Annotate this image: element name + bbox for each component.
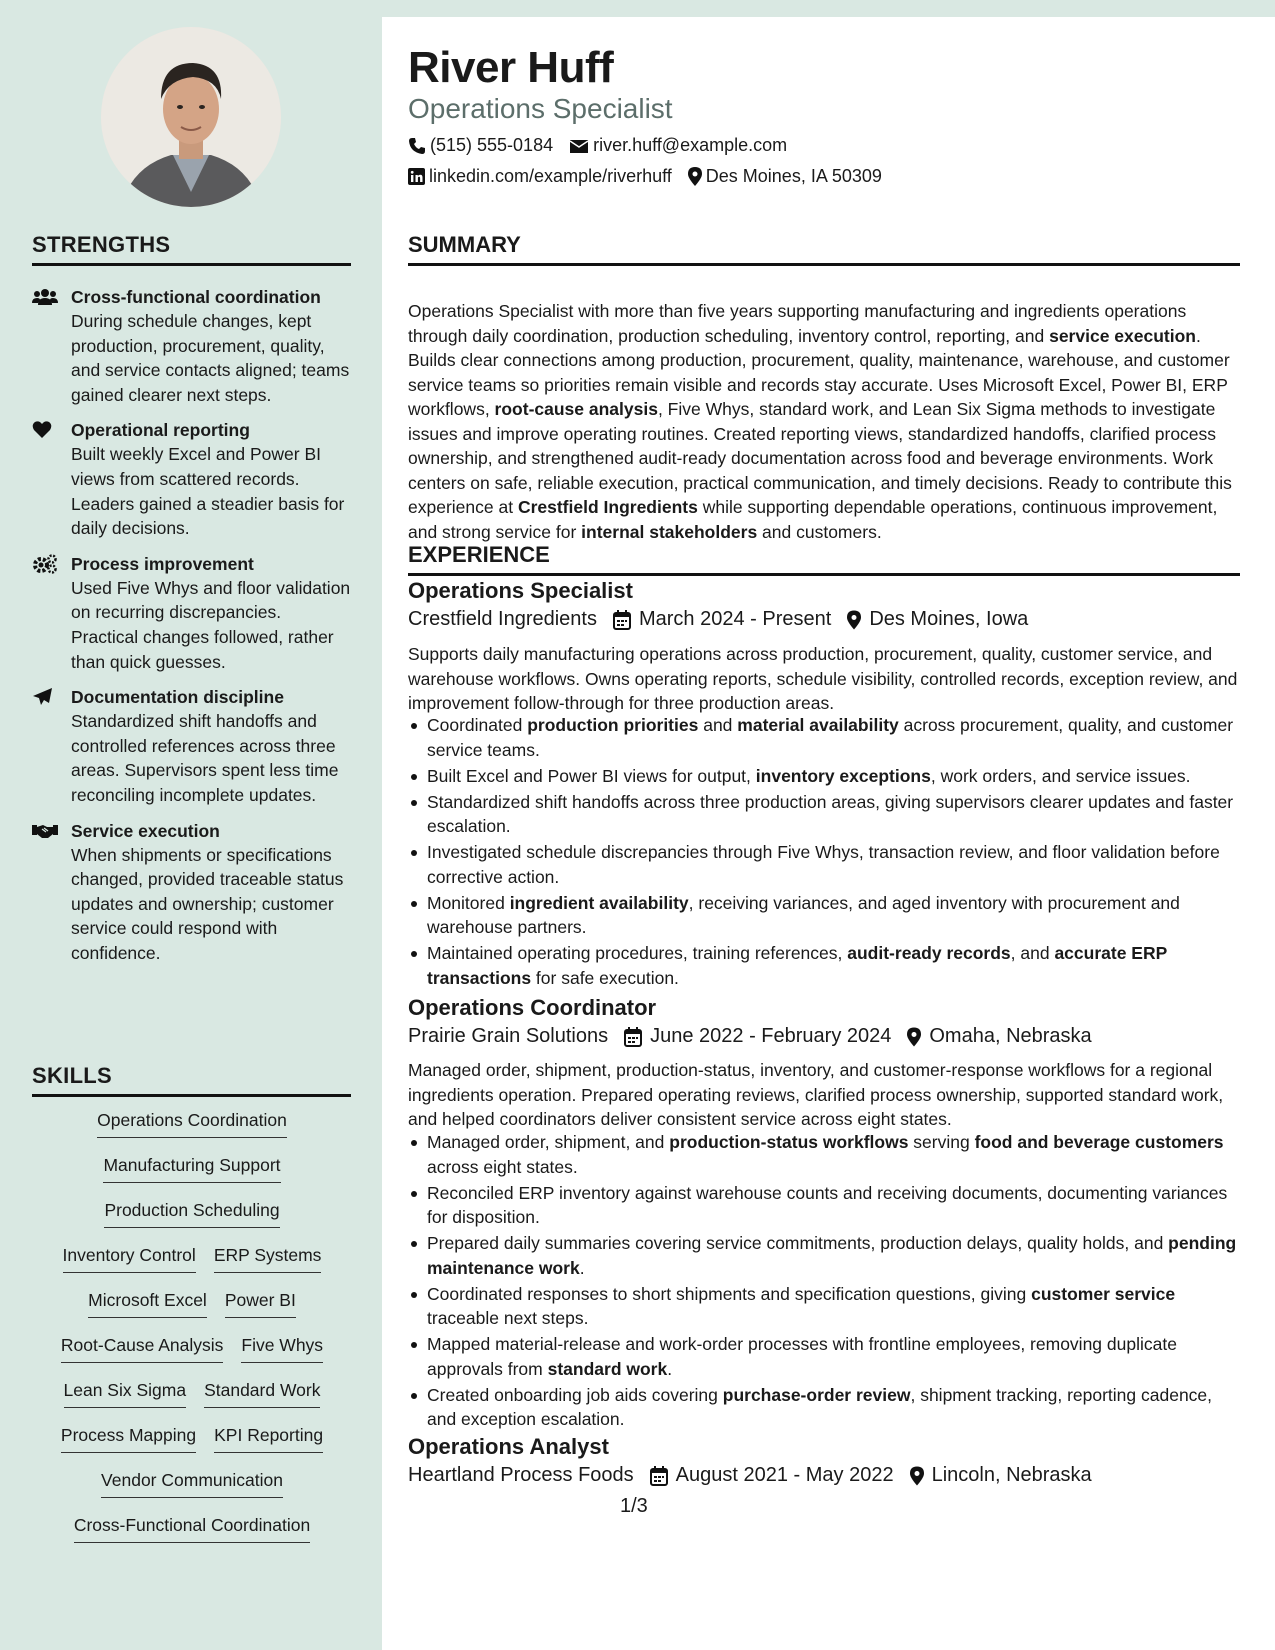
emphasis-text: pending maintenance work — [427, 1233, 1237, 1278]
text-segment: traceable next steps. — [427, 1308, 589, 1328]
strength-item — [32, 418, 352, 540]
linkedin-link[interactable]: linkedin.com/example/riverhuff — [429, 166, 672, 186]
skills-row — [32, 1198, 352, 1243]
job-title: Operations Analyst — [408, 1434, 609, 1459]
job-bullets — [408, 1130, 1243, 1433]
job-dates: March 2024 - Present — [638, 608, 832, 630]
bullet-item — [408, 840, 1243, 889]
emphasis-text: standard work — [547, 1358, 668, 1379]
company-name: Prairie Grain Solutions — [408, 1025, 609, 1047]
emphasis-text: purchase-order review — [722, 1384, 911, 1405]
strength-item — [32, 685, 352, 807]
users-icon — [32, 287, 58, 307]
emphasis-text: material availability — [737, 715, 899, 735]
bullet-item — [408, 1383, 1243, 1432]
company-name: Heartland Process Foods — [408, 1464, 634, 1486]
text-segment: across eight states. — [427, 1156, 578, 1177]
job-dates: August 2021 - May 2022 — [675, 1464, 894, 1486]
strength-title: Process improvement — [71, 553, 254, 574]
strength-item — [32, 819, 352, 966]
text-segment: Built Excel and Power BI views for output, — [427, 765, 756, 786]
skill-tag: Operations Coordination — [97, 1108, 287, 1138]
job-meta — [408, 608, 1044, 631]
bullet-item — [408, 891, 1243, 940]
skills-list — [32, 1108, 352, 1558]
text-segment: . Builds clear connections among production, procurement, quality, maintenance, warehouse, and customer service teams so priorities remain visible and records stay accurate. Uses Microsoft Excel, Power BI, ERP workflows, — [408, 325, 1230, 419]
strength-description: Used Five Whys and floor validation on recurring discrepancies. Practical changes followed, rather than quick guesses. — [71, 577, 351, 672]
emphasis-text: service execution — [1049, 325, 1196, 346]
skills-row — [32, 1243, 352, 1288]
emphasis-text: customer service — [1031, 1283, 1176, 1304]
bullet-item — [408, 1130, 1243, 1179]
job-title: Operations Specialist — [408, 578, 633, 603]
phone-icon — [408, 137, 426, 155]
bullet-item — [408, 764, 1243, 789]
map-pin-icon — [907, 1027, 921, 1047]
job-location: Des Moines, Iowa — [869, 608, 1029, 630]
contact-row — [408, 135, 803, 156]
skill-tag: Standard Work — [204, 1378, 320, 1408]
heart-icon — [32, 420, 58, 440]
bullet-item — [408, 713, 1243, 762]
skill-tag: Vendor Communication — [101, 1468, 283, 1498]
candidate-name: River Huff — [408, 43, 614, 92]
text-segment: Operations Specialist with more than five years supporting manufacturing and ingredients operations through daily coordination, production scheduling, inventory control, reporting, and — [408, 301, 1187, 346]
emphasis-text: production priorities — [527, 715, 699, 735]
text-segment: , work orders, and service issues. — [930, 765, 1191, 786]
text-segment: , and — [1010, 943, 1055, 963]
strength-item — [32, 552, 352, 674]
strength-title: Operational reporting — [71, 420, 250, 441]
text-segment: across procurement, quality, and customer service teams. — [427, 715, 1234, 760]
skill-tag: Lean Six Sigma — [64, 1378, 187, 1408]
text-segment: for safe execution. — [531, 967, 679, 988]
email-link[interactable]: river.huff@example.com — [593, 135, 788, 155]
skill-tag: Inventory Control — [63, 1243, 196, 1273]
gears-icon — [32, 554, 58, 574]
skills-row — [32, 1423, 352, 1468]
strength-item — [32, 285, 352, 407]
location-text: Des Moines, IA 50309 — [705, 166, 882, 186]
text-segment: serving — [908, 1132, 975, 1152]
emphasis-text: inventory exceptions — [755, 765, 931, 786]
page-number: 1/3 — [620, 1495, 648, 1517]
skills-row — [32, 1288, 352, 1333]
skill-tag: ERP Systems — [214, 1243, 322, 1273]
text-segment: Investigated schedule discrepancies through Five Whys, transaction review, and floor validation before corrective action. — [427, 842, 1220, 887]
job-bullets — [408, 713, 1243, 992]
skills-row — [32, 1153, 352, 1198]
text-segment: Coordinated responses to short shipments and specification questions, giving — [427, 1283, 1032, 1304]
bullet-item — [408, 790, 1243, 839]
linkedin-icon — [408, 168, 425, 185]
paper-plane-icon — [32, 687, 58, 707]
text-segment: Monitored — [427, 892, 510, 913]
text-segment: Prepared daily summaries covering service commitments, production delays, quality holds, and — [427, 1233, 1169, 1253]
strengths-list — [32, 285, 352, 976]
calendar-icon — [613, 610, 631, 630]
job-description: Managed order, shipment, production-status, inventory, and customer-response workflows for a regional ingredients operation. Prepared operating reviews, clarified process ownership, supported standard work, and helped coordinators deliver consistent service across eight states. — [408, 1060, 1224, 1129]
skills-row — [32, 1378, 352, 1423]
skill-tag: KPI Reporting — [214, 1423, 323, 1453]
text-segment: Maintained operating procedures, training references, — [427, 943, 848, 963]
strength-description: Standardized shift handoffs and controlled references across three areas. Supervisors spent less time reconciling incomplete updates. — [71, 711, 339, 805]
profile-photo — [101, 27, 281, 207]
text-segment: , receiving variances, and aged inventory with procurement and warehouse partners. — [427, 892, 1180, 937]
job-title: Operations Coordinator — [408, 995, 657, 1020]
phone-number[interactable]: (515) 555-0184 — [430, 135, 554, 155]
text-segment: Mapped material-release and work-order processes with frontline employees, removing duplicate approvals from — [427, 1334, 1177, 1379]
text-segment: Coordinated — [427, 715, 528, 735]
skills-row — [32, 1468, 352, 1513]
text-segment: Standardized shift handoffs across three production areas, giving supervisors clearer updates and faster escalation. — [427, 791, 1234, 836]
job-meta — [408, 1025, 1108, 1048]
skill-tag: Root-Cause Analysis — [61, 1333, 223, 1363]
strength-description: During schedule changes, kept production, procurement, quality, and service contacts aligned; teams gained clearer next steps. — [71, 311, 350, 405]
emphasis-text: root-cause analysis — [494, 399, 658, 419]
emphasis-text: audit-ready records — [847, 943, 1011, 963]
emphasis-text: Crestfield Ingredients — [517, 497, 698, 517]
text-segment: Managed order, shipment, and — [427, 1132, 670, 1152]
emphasis-text: internal stakeholders — [581, 521, 758, 542]
skill-tag: Power BI — [225, 1288, 296, 1318]
bullet-item — [408, 941, 1243, 990]
contact-row — [408, 166, 898, 187]
calendar-icon — [624, 1027, 642, 1047]
bullet-item — [408, 1231, 1243, 1280]
strength-title: Documentation discipline — [71, 687, 284, 708]
text-segment: and customers. — [757, 521, 882, 542]
emphasis-text: production-status workflows — [669, 1132, 909, 1152]
text-segment: Created onboarding job aids covering — [427, 1384, 723, 1405]
bullet-item — [408, 1181, 1243, 1230]
company-name: Crestfield Ingredients — [408, 608, 597, 630]
sidebar — [0, 0, 382, 1650]
job-location: Lincoln, Nebraska — [931, 1464, 1092, 1486]
envelope-icon — [569, 138, 589, 154]
emphasis-text: accurate ERP transactions — [427, 943, 1167, 988]
strengths-heading: STRENGTHS — [32, 232, 351, 266]
skill-tag: Manufacturing Support — [103, 1153, 280, 1183]
text-segment: , shipment tracking, reporting cadence, and exception escalation. — [427, 1384, 1213, 1429]
text-segment: while supporting dependable operations, continuous improvement, and strong service for — [408, 497, 1218, 542]
skills-row — [32, 1333, 352, 1378]
summary-heading: SUMMARY — [408, 232, 1240, 266]
experience-heading: EXPERIENCE — [408, 542, 1240, 576]
skills-heading: SKILLS — [32, 1063, 351, 1097]
skill-tag: Cross-Functional Coordination — [74, 1513, 310, 1543]
map-pin-icon — [688, 167, 702, 186]
emphasis-text: food and beverage customers — [974, 1132, 1224, 1152]
handshake-icon — [32, 821, 58, 841]
job-meta — [408, 1464, 1108, 1487]
strength-title: Service execution — [71, 820, 220, 841]
map-pin-icon — [910, 1466, 924, 1486]
skill-tag: Production Scheduling — [104, 1198, 279, 1228]
skill-tag: Microsoft Excel — [88, 1288, 207, 1318]
emphasis-text: ingredient availability — [509, 892, 689, 913]
map-pin-icon — [847, 610, 861, 630]
skill-tag: Five Whys — [241, 1333, 323, 1363]
text-segment: Reconciled ERP inventory against warehouse counts and receiving documents, documenting variances for disposition. — [427, 1182, 1228, 1227]
text-segment: , Five Whys, standard work, and Lean Six Sigma methods to investigate issues and improve operating routines. Created reporting views, standardized handoffs, clarified process ownership, and strengthened audit-ready documentation across food and beverage environments. Work centers on safe, reliable execution, practical communication, and timely decisions. Ready to contribute this experience at — [408, 399, 1232, 517]
main-content — [382, 17, 1275, 1650]
strength-description: When shipments or specifications changed, provided traceable status updates and ownership; customer service could respond with confidence. — [71, 844, 344, 963]
strength-title: Cross-functional coordination — [71, 287, 321, 307]
skills-row — [32, 1513, 352, 1558]
calendar-icon — [650, 1466, 668, 1486]
job-dates: June 2022 - February 2024 — [650, 1025, 892, 1047]
text-segment: . — [579, 1257, 585, 1278]
bullet-item — [408, 1332, 1243, 1381]
text-segment: and — [698, 715, 738, 735]
job-description: Supports daily manufacturing operations across production, procurement, quality, customer service, and warehouse workflows. Owns operating reports, schedule visibility, controlled records, exception review, and improvement follow-through for three production areas. — [408, 644, 1238, 713]
skills-row — [32, 1108, 352, 1153]
candidate-role: Operations Specialist — [408, 93, 673, 124]
text-segment: . — [667, 1358, 673, 1379]
job-location: Omaha, Nebraska — [929, 1025, 1092, 1047]
bullet-item — [408, 1282, 1243, 1331]
skill-tag: Process Mapping — [61, 1423, 196, 1453]
strength-description: Built weekly Excel and Power BI views from scattered records. Leaders gained a steadier basis for daily decisions. — [71, 444, 345, 539]
summary-text — [408, 299, 1243, 544]
